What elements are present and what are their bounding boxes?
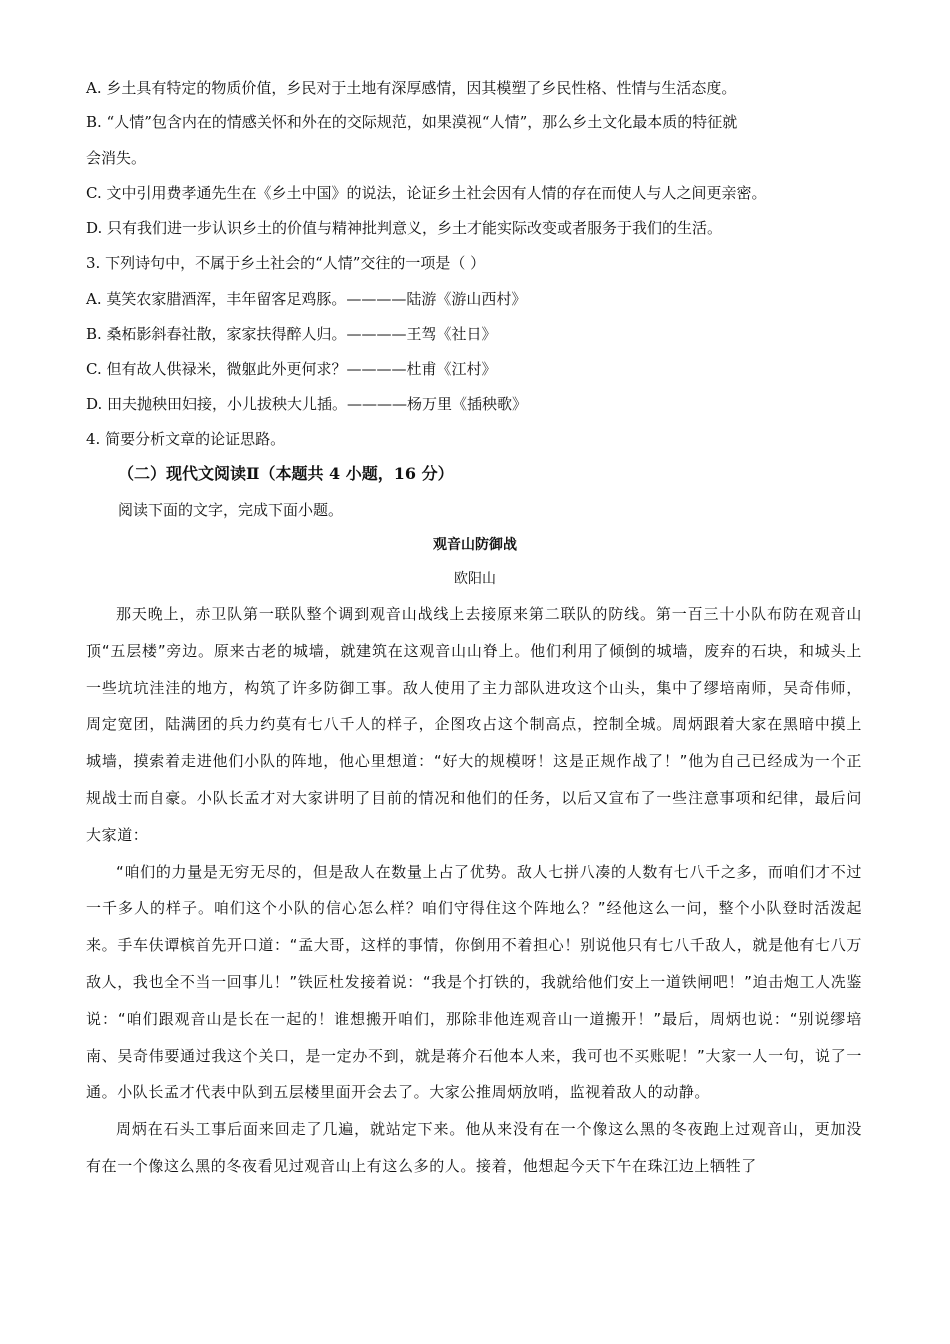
q3-option-c: C. 但有故人供禄米，微躯此外更何求？————杜甫《江村》 <box>86 360 497 378</box>
q3-option-d: D. 田夫抛秧田妇接，小儿拔秧大儿插。————杨万里《插秧歌》 <box>86 395 528 413</box>
q4-stem: 4. 简要分析文章的论证思路。 <box>86 430 286 448</box>
q2-option-b: B. “人情”包含内在的情感关怀和外在的交际规范，如果漠视“人情”，那么乡土文化最本质的特征就 <box>86 113 738 131</box>
q2-option-b-continued: 会消失。 <box>86 149 147 167</box>
article-title: 观音山防御战 <box>433 537 517 553</box>
q3-option-a: A. 莫笑农家腊酒浑，丰年留客足鸡豚。————陆游《游山西村》 <box>86 290 527 308</box>
article-body <box>86 596 862 1185</box>
reading-instruction: 阅读下面的文字，完成下面小题。 <box>118 501 344 519</box>
q2-option-a: A. 乡土具有特定的物质价值，乡民对于土地有深厚感情，因其模塑了乡民性格、性情与生活态度。 <box>86 79 737 97</box>
article-paragraph: “咱们的力量是无穷无尽的，但是敌人在数量上占了优势。敌人七拼八凑的人数有七八千之多，而咱们才不过一千多人的样子。咱们这个小队的信心怎么样？咱们守得住这个阵地么？”经他这么一问，整个小队登时活泼起来。手车伕谭槟首先开口道：“孟大哥，这样的事情，你倒用不着担心！别说他只有七八千敌人，就是他有七八万敌人，我也全不当一回事儿！”铁匠杜发接着说：“我是个打铁的，我就给他们安上一道铁闸吧！”迫击炮工人冼鉴说：“咱们跟观音山是长在一起的！谁想搬开咱们，那除非他连观音山一道搬开！”最后，周炳也说：“别说缪培南、吴奇伟要通过我这个关口，是一定办不到，就是蒋介石他本人来，我可也不买账呢！”大家一人一句，说了一通。小队长孟才代表中队到五层楼里面开会去了。大家公推周炳放哨，监视着敌人的动静。 <box>86 862 862 1102</box>
q3-stem: 3. 下列诗句中，不属于乡土社会的“人情”交往的一项是（ ） <box>86 254 486 272</box>
q2-option-d: D. 只有我们进一步认识乡土的价值与精神批判意义，乡土才能实际改变或者服务于我们的生活。 <box>86 219 723 237</box>
article-paragraph: 周炳在石头工事后面来回走了几遍，就站定下来。他从来没有在一个像这么黑的冬夜跑上过观音山，更加没有在一个像这么黑的冬夜看见过观音山上有这么多的人。接着，他想起今天下午在珠江边上牺牲了 <box>86 1120 862 1175</box>
section-heading: （二）现代文阅读Ⅱ（本题共 4 小题，16 分） <box>118 464 454 483</box>
article-author: 欧阳山 <box>454 571 496 587</box>
q3-option-b: B. 桑柘影斜春社散，家家扶得醉人归。————王驾《社日》 <box>86 325 497 343</box>
q2-option-c: C. 文中引用费孝通先生在《乡土中国》的说法，论证乡土社会因有人情的存在而使人与人之间更亲密。 <box>86 184 767 202</box>
article-paragraph: 那天晚上，赤卫队第一联队整个调到观音山战线上去接原来第二联队的防线。第一百三十小队布防在观音山顶“五层楼”旁边。原来古老的城墙，就建筑在这观音山山脊上。他们利用了倾倒的城墙，废弃的石块，和城头上一些坑坑洼洼的地方，构筑了许多防御工事。敌人使用了主力部队进攻这个山头，集中了缪培南师，吴奇伟师，周定宽团，陆满团的兵力约莫有七八千人的样子，企图攻占这个制高点，控制全城。周炳跟着大家在黑暗中摸上城墙，摸索着走进他们小队的阵地，他心里想道：“好大的规模呀！这是正规作战了！”他为自己已经成为一个正规战士而自豪。小队长孟才对大家讲明了目前的情况和他们的任务，以后又宣布了一些注意事项和纪律，最后问大家道： <box>86 605 862 844</box>
